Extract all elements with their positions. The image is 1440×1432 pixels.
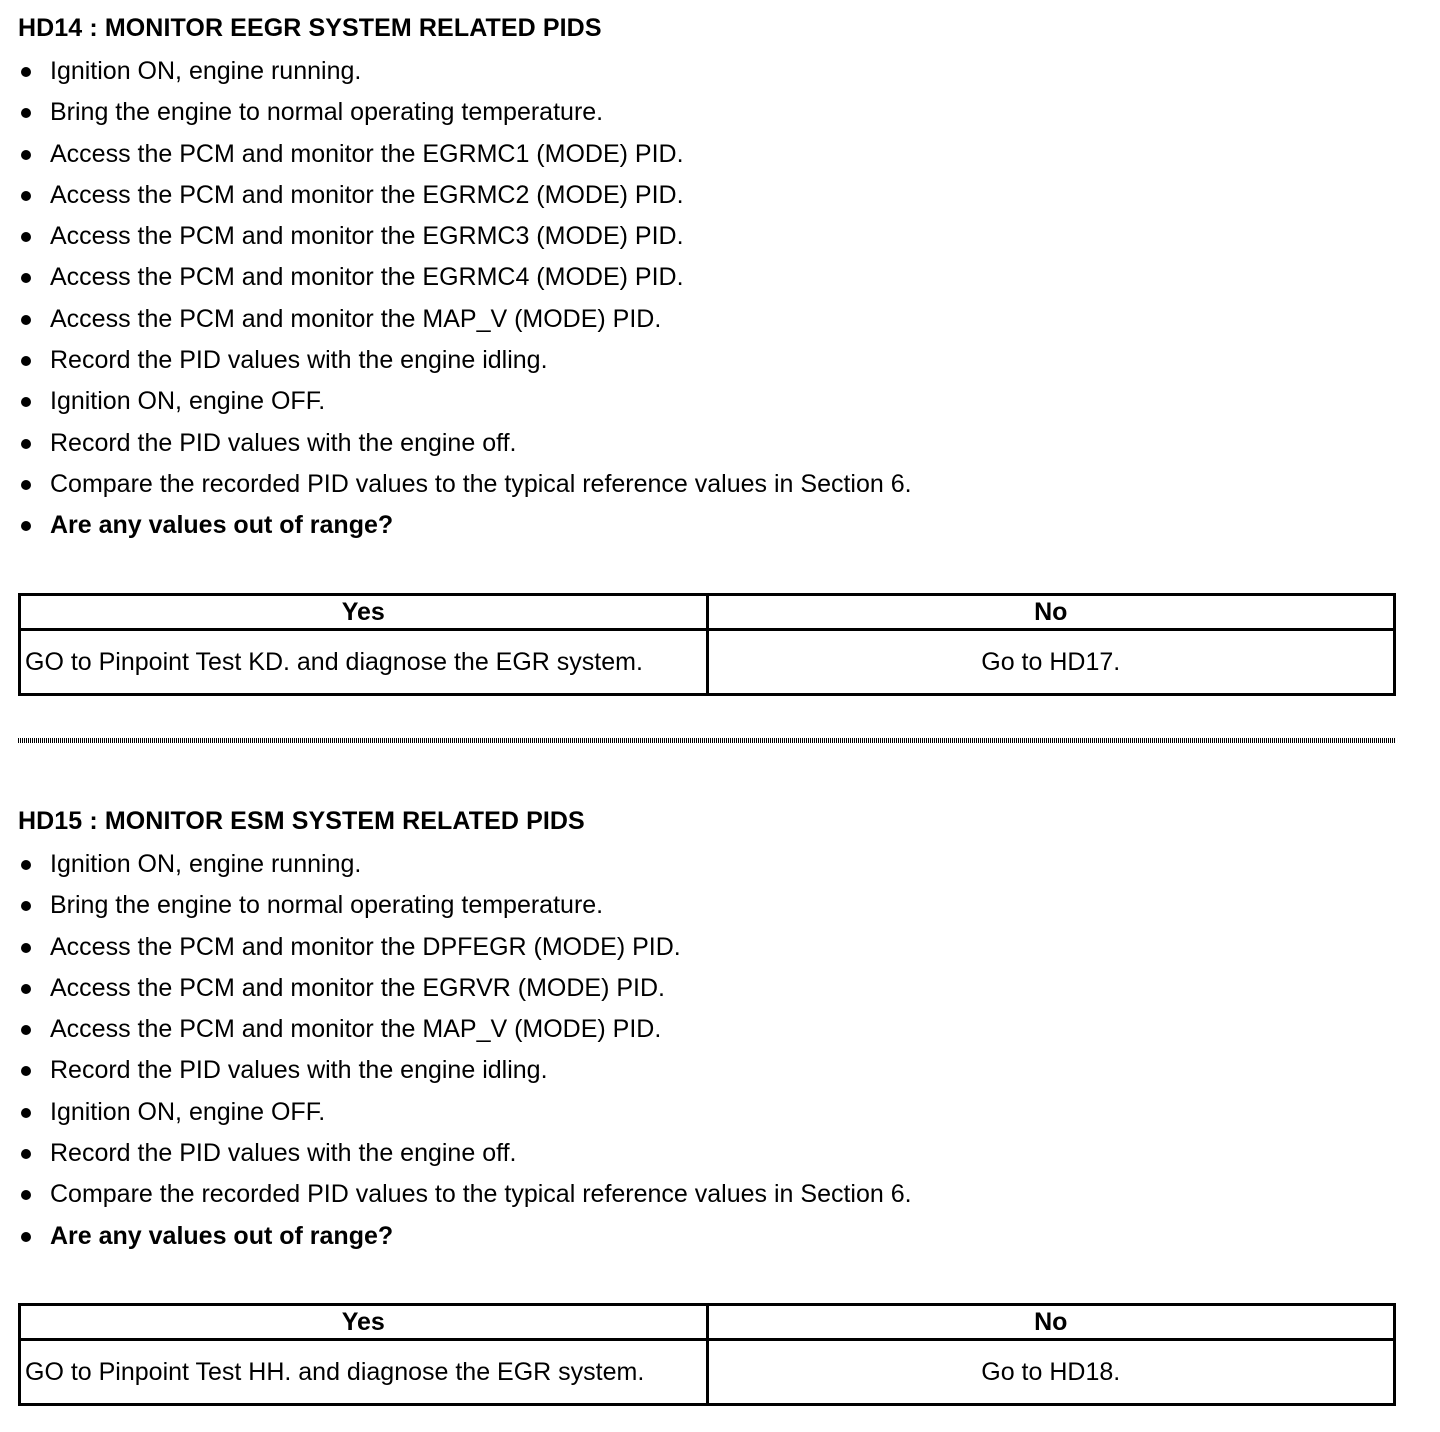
bullet-icon: [21, 943, 31, 953]
bullet-icon: [21, 315, 31, 325]
step-text: Access the PCM and monitor the EGRMC2 (MODE) PID.: [50, 180, 684, 209]
decision-table-hd15-wrapper: [18, 1303, 1396, 1406]
decision-table: [18, 1303, 1396, 1406]
section-divider: [18, 738, 1396, 743]
step-text: Record the PID values with the engine off.: [50, 1139, 517, 1168]
step-text: Ignition ON, engine OFF.: [50, 387, 326, 416]
list-item: [18, 464, 1396, 505]
bullet-icon: [21, 232, 31, 242]
step-text: Access the PCM and monitor the EGRMC1 (MODE) PID.: [50, 139, 684, 168]
bullet-icon: [21, 1025, 31, 1035]
bullet-icon: [21, 191, 31, 201]
list-item: [18, 844, 1396, 885]
bullet-icon: [21, 480, 31, 490]
list-item: [18, 1050, 1396, 1091]
bullet-icon: [21, 273, 31, 283]
question-item: [18, 1216, 1396, 1257]
section-title: HD15 : MONITOR ESM SYSTEM RELATED PIDS: [18, 807, 585, 835]
yes-header: Yes: [20, 1305, 708, 1340]
list-item: [18, 1092, 1396, 1133]
bullet-icon: [21, 397, 31, 407]
step-text: Record the PID values with the engine off.: [50, 428, 517, 457]
bullet-icon: [21, 521, 31, 531]
bullet-icon: [21, 356, 31, 366]
step-text: Access the PCM and monitor the MAP_V (MODE) PID.: [50, 304, 662, 333]
bullet-icon: [21, 1066, 31, 1076]
list-item: [18, 134, 1396, 175]
step-text: Record the PID values with the engine idling.: [50, 346, 548, 375]
list-item: [18, 885, 1396, 926]
bullet-icon: [21, 1190, 31, 1200]
no-action: Go to HD17.: [707, 630, 1395, 695]
list-item: [18, 175, 1396, 216]
section-hd15: [18, 806, 1396, 1257]
table-row: [20, 630, 1395, 695]
question-item: [18, 505, 1396, 546]
list-item: [18, 299, 1396, 340]
bullet-icon: [21, 67, 31, 77]
list-item: [18, 927, 1396, 968]
step-text: Ignition ON, engine OFF.: [50, 1097, 326, 1126]
list-item: [18, 423, 1396, 464]
section-hd14: [18, 13, 1396, 547]
step-list: [18, 844, 1396, 1257]
bullet-icon: [21, 984, 31, 994]
bullet-icon: [21, 108, 31, 118]
step-text: Access the PCM and monitor the EGRMC3 (MODE) PID.: [50, 222, 684, 251]
step-text: Compare the recorded PID values to the typical reference values in Section 6.: [50, 469, 912, 498]
step-text: Ignition ON, engine running.: [50, 850, 362, 878]
list-item: [18, 968, 1396, 1009]
list-item: [18, 216, 1396, 257]
question-text: Are any values out of range?: [50, 511, 394, 540]
bullet-icon: [21, 901, 31, 911]
step-text: Record the PID values with the engine idling.: [50, 1056, 548, 1085]
step-text: Access the PCM and monitor the MAP_V (MODE) PID.: [50, 1015, 662, 1044]
list-item: [18, 340, 1396, 381]
table-header-row: [20, 595, 1395, 630]
bullet-icon: [21, 1149, 31, 1159]
list-item: [18, 381, 1396, 422]
bullet-icon: [21, 1108, 31, 1118]
no-action: Go to HD18.: [707, 1340, 1395, 1405]
step-text: Bring the engine to normal operating temperature.: [50, 98, 604, 127]
yes-header: Yes: [20, 595, 708, 630]
decision-table-hd14-wrapper: [18, 593, 1396, 696]
step-text: Access the PCM and monitor the EGRVR (MODE) PID.: [50, 973, 666, 1002]
list-item: [18, 1133, 1396, 1174]
step-text: Access the PCM and monitor the EGRMC4 (MODE) PID.: [50, 263, 684, 292]
decision-table: [18, 593, 1396, 696]
bullet-icon: [21, 150, 31, 160]
bullet-icon: [21, 860, 31, 870]
step-text: Ignition ON, engine running.: [50, 57, 362, 85]
table-header-row: [20, 1305, 1395, 1340]
yes-action: GO to Pinpoint Test HH. and diagnose the EGR system.: [20, 1340, 708, 1405]
yes-action: GO to Pinpoint Test KD. and diagnose the EGR system.: [20, 630, 708, 695]
no-header: No: [707, 1305, 1395, 1340]
section-title: HD14 : MONITOR EEGR SYSTEM RELATED PIDS: [18, 14, 602, 42]
list-item: [18, 92, 1396, 133]
bullet-icon: [21, 1232, 31, 1242]
table-row: [20, 1340, 1395, 1405]
step-text: Bring the engine to normal operating temperature.: [50, 891, 604, 920]
step-list: [18, 51, 1396, 547]
step-text: Compare the recorded PID values to the typical reference values in Section 6.: [50, 1180, 912, 1209]
bullet-icon: [21, 439, 31, 449]
list-item: [18, 257, 1396, 298]
list-item: [18, 1174, 1396, 1215]
list-item: [18, 51, 1396, 92]
no-header: No: [707, 595, 1395, 630]
step-text: Access the PCM and monitor the DPFEGR (MODE) PID.: [50, 932, 681, 961]
question-text: Are any values out of range?: [50, 1221, 394, 1250]
list-item: [18, 1009, 1396, 1050]
